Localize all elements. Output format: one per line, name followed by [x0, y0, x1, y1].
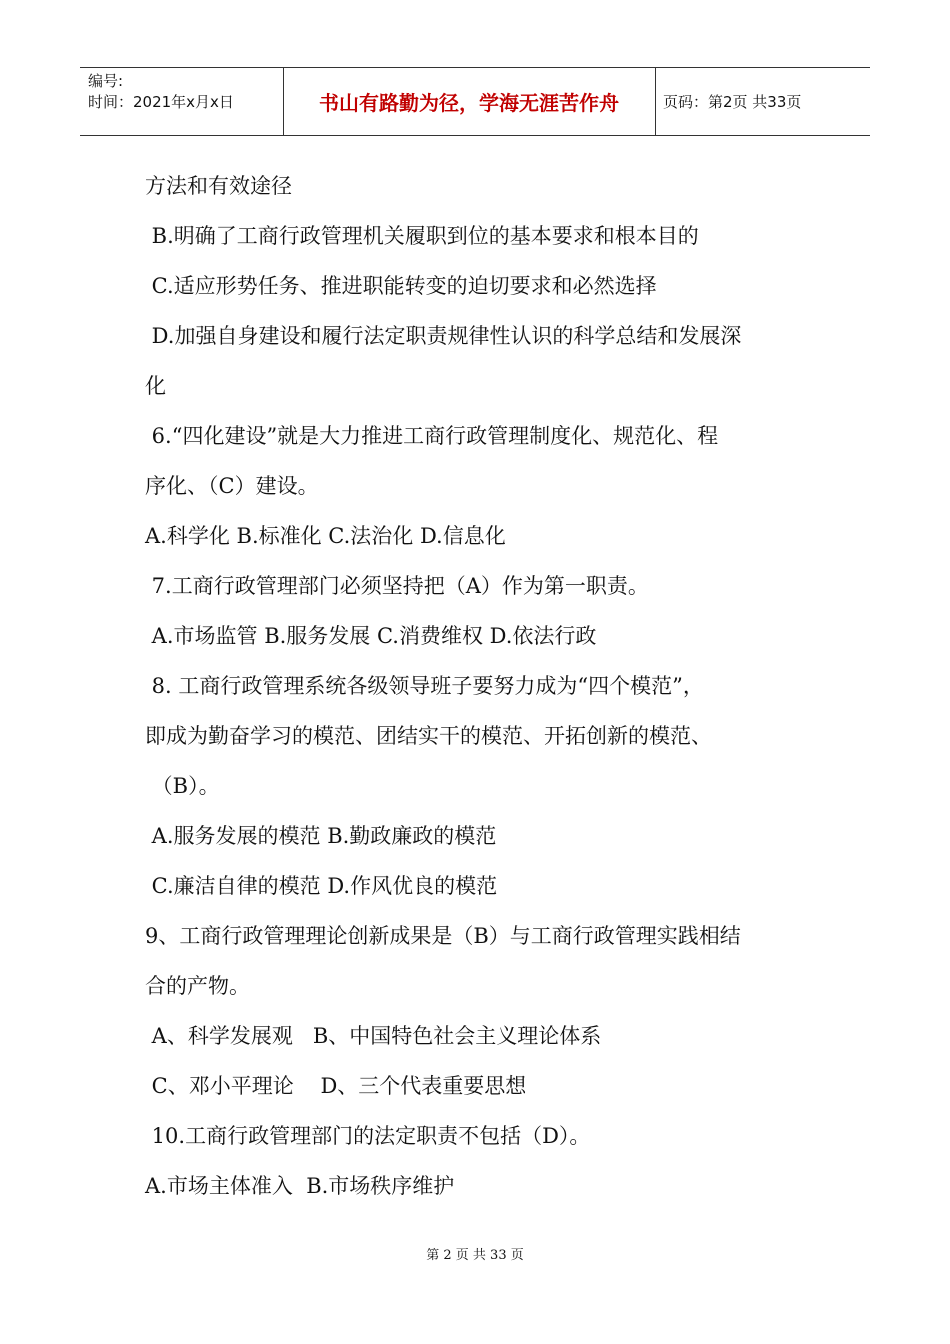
header-bottom-rule — [80, 135, 870, 136]
text-line: C.廉洁自律的模范 D.作风优良的模范 — [145, 874, 498, 898]
text-line: C.适应形势任务、推进职能转变的迫切要求和必然选择 — [145, 274, 657, 298]
text-line: 即成为勤奋学习的模范、团结实干的模范、开拓创新的模范、 — [145, 724, 712, 748]
text-line: A.市场主体准入 B.市场秩序维护 — [145, 1174, 455, 1198]
text-line: A.服务发展的模范 B.勤政廉政的模范 — [145, 824, 497, 848]
text-line: 8. 工商行政管理系统各级领导班子要努力成为“四个模范”， — [145, 674, 704, 698]
text-line: D.加强自身建设和履行法定职责规律性认识的科学总结和发展深 — [145, 324, 742, 348]
number-label: 编号: — [88, 72, 124, 90]
header-divider-right — [655, 67, 656, 135]
text-line: 序化、（C）建设。 — [145, 474, 319, 498]
page-header — [80, 67, 870, 135]
text-line: 7.工商行政管理部门必须坚持把（A）作为第一职责。 — [145, 574, 649, 598]
document-body — [145, 166, 825, 1216]
time-label: 时间：2021年x月x日 — [88, 93, 234, 111]
text-line: A.科学化 B.标准化 C.法治化 D.信息化 — [145, 524, 506, 548]
text-line: 10.工商行政管理部门的法定职责不包括（D）。 — [145, 1124, 591, 1148]
text-line: 6.“四化建设”就是大力推进工商行政管理制度化、规范化、程 — [145, 424, 719, 448]
text-line: B.明确了工商行政管理机关履职到位的基本要求和根本目的 — [145, 224, 699, 248]
text-line: （B）。 — [145, 774, 220, 798]
text-line: 化 — [145, 374, 166, 398]
text-line: A、科学发展观 B、中国特色社会主义理论体系 — [145, 1024, 602, 1048]
text-line: 方法和有效途径 — [145, 174, 292, 198]
text-line: 合的产物。 — [145, 974, 250, 998]
header-motto: 书山有路勤为径，学海无涯苦作舟 — [319, 90, 619, 115]
text-line: C、邓小平理论 D、三个代表重要思想 — [145, 1074, 527, 1098]
text-line: A.市场监管 B.服务发展 C.消费维权 D.依法行政 — [145, 624, 597, 648]
page-footer: 第 2 页 共 33 页 — [426, 1248, 524, 1263]
header-page-info: 页码：第2页 共33页 — [663, 92, 802, 111]
header-meta — [88, 71, 234, 113]
text-line: 9、工商行政管理理论创新成果是（B）与工商行政管理实践相结 — [145, 924, 741, 948]
